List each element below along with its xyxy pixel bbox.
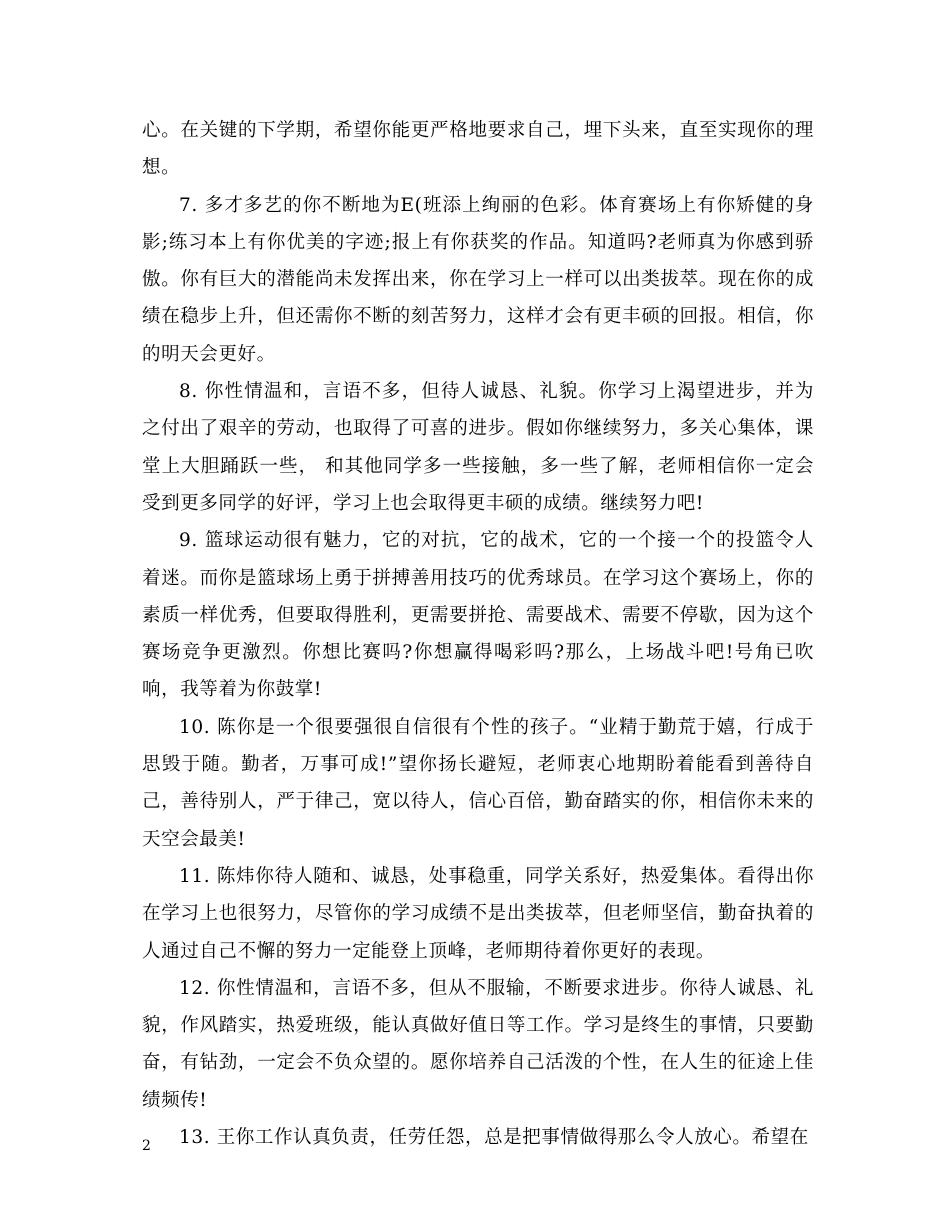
paragraph-item-12: 12. 你性情温和，言语不多，但从不服输，不断要求进步。你待人诚恳、礼貌，作风踏实，热爱班级，能认真做好值日等工作。学习是终生的事情，只要勤奋，有钻劲，一定会不负众望的。愿你培养自己活泼的个性，在人生的征途上佳绩频传! <box>142 977 814 1111</box>
page-number: 2 <box>142 1138 151 1154</box>
paragraph-item-9: 9. 篮球运动很有魅力，它的对抗，它的战术，它的一个接一个的投篮令人着迷。而你是篮球场上勇于拼搏善用技巧的优秀球员。在学习这个赛场上，你的素质一样优秀，但要取得胜利，更需要拼抢、需要战术、需要不停歇，因为这个赛场竞争更激烈。你想比赛吗?你想赢得喝彩吗?那么，上场战斗吧!号角已吹响，我等着为你鼓掌! <box>142 530 814 701</box>
paragraph-item-7: 7. 多才多艺的你不断地为E(班添上绚丽的色彩。体育赛场上有你矫健的身影;练习本上有你优美的字迹;报上有你获奖的作品。知道吗?老师真为你感到骄傲。你有巨大的潜能尚未发挥出来，你在学习上一样可以出类拔萃。现在你的成绩在稳步上升，但还需你不断的刻苦努力，这样才会有更丰硕的回报。相信，你的明天会更好。 <box>142 194 814 365</box>
paragraph-continuation: 心。在关键的下学期，希望你能更严格地要求自己，埋下头来，直至实现你的理想。 <box>142 120 814 179</box>
paragraph-item-10: 10. 陈你是一个很要强很自信很有个性的孩子。“业精于勤荒于嬉，行成于思毁于随。勤者，万事可成!”望你扬长避短，老师衷心地期盼着能看到善待自己，善待别人，严于律己，宽以待人，信心百倍，勤奋踏实的你，相信你未来的天空会最美! <box>142 716 814 850</box>
paragraph-item-11: 11. 陈炜你待人随和、诚恳，处事稳重，同学关系好，热爱集体。看得出你在学习上也很努力，尽管你的学习成绩不是出类拔萃，但老师坚信，勤奋执着的人通过自己不懈的努力一定能登上顶峰，老师期待着你更好的表现。 <box>142 865 814 962</box>
paragraph-item-8: 8. 你性情温和，言语不多，但待人诚恳、礼貌。你学习上渴望进步，并为之付出了艰辛的劳动，也取得了可喜的进步。假如你继续努力，多关心集体，课堂上大胆踊跃一些， 和其他同学多一些接触，多一些了解，老师相信你一定会受到更多同学的好评，学习上也会取得更丰硕的成绩。继续努力吧! <box>142 381 814 514</box>
paragraph-item-13: 13. 王你工作认真负责，任劳任怨，总是把事情做得那么令人放心。希望在 <box>179 1127 809 1149</box>
document-body <box>142 112 814 1156</box>
